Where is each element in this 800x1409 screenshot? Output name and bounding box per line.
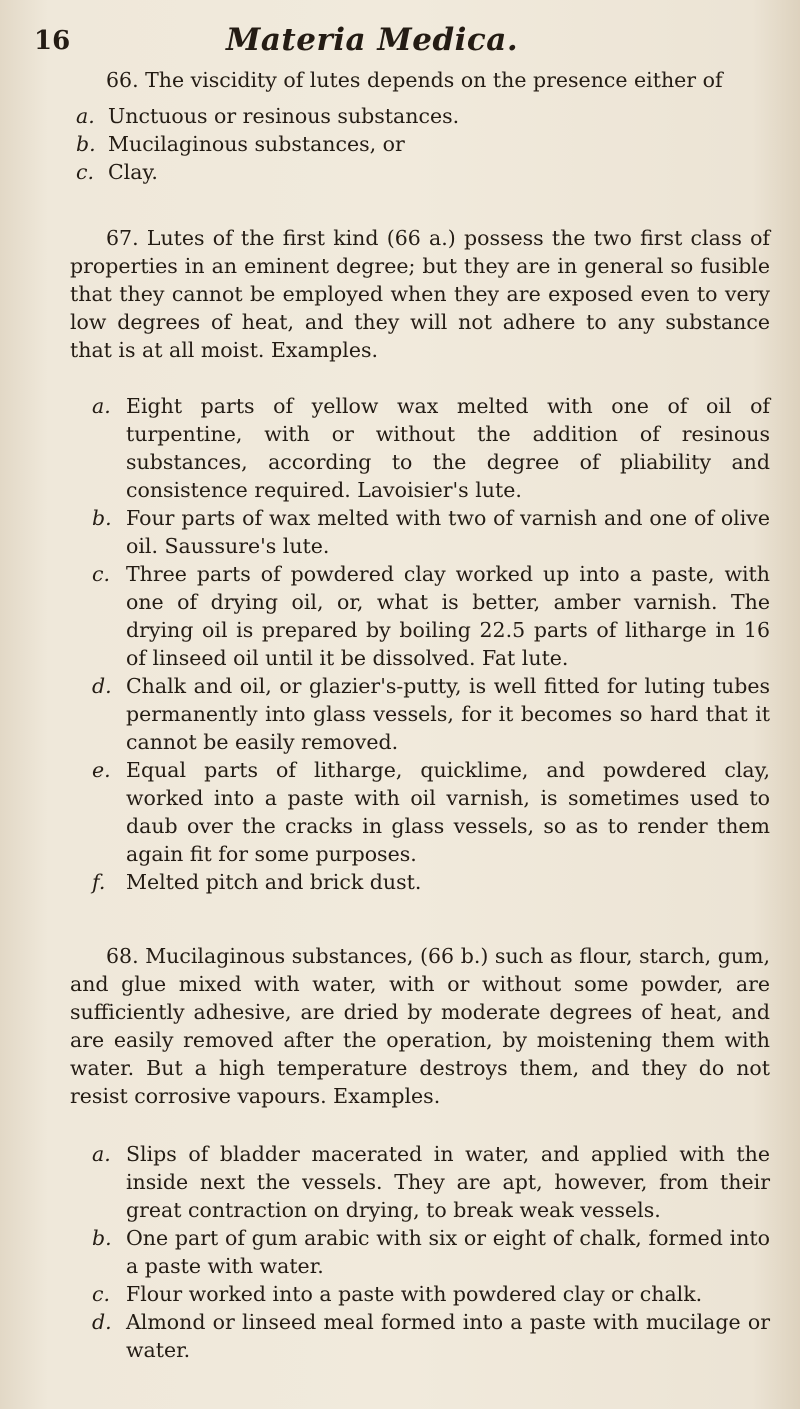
paragraph-66: 66. The viscidity of lutes depends on the presence either of — [106, 68, 723, 92]
running-head — [34, 22, 770, 58]
item-letter: e. — [92, 758, 111, 782]
list-66 — [70, 102, 770, 186]
item-letter: a. — [92, 1142, 111, 1166]
item-text: Three parts of powdered clay worked up into a paste, with one of drying oil, or, what is better, amber varnish. The drying oil is prepared by boiling 22.5 parts of litharge in 16 of linseed oil until it be dissolved. Fat lute. — [126, 562, 770, 670]
item-letter: b. — [92, 506, 112, 530]
item-text: Melted pitch and brick dust. — [126, 870, 422, 894]
list-item — [70, 1308, 770, 1364]
page-body — [70, 66, 770, 1364]
list-item — [70, 672, 770, 756]
list-item — [70, 1224, 770, 1280]
item-letter: b. — [76, 132, 96, 156]
item-text: Almond or linseed meal formed into a paste with mucilage or water. — [126, 1310, 770, 1362]
list-item — [70, 756, 770, 868]
item-text: Equal parts of litharge, quicklime, and powdered clay, worked into a paste with oil varnish, is sometimes used to daub over the cracks in glass vessels, so as to render them again fit for some purposes. — [126, 758, 770, 866]
item-text: Mucilaginous substances, or — [108, 132, 405, 156]
item-text: Unctuous or resinous substances. — [108, 104, 460, 128]
list-item — [70, 868, 770, 896]
list-68 — [70, 1140, 770, 1364]
item-text: Clay. — [108, 160, 158, 184]
item-text: Slips of bladder macerated in water, and applied with the inside next the vessels. They are apt, however, from their great contraction on drying, to break weak vessels. — [126, 1142, 770, 1222]
list-item — [70, 504, 770, 560]
item-letter: a. — [92, 394, 111, 418]
list-67 — [70, 392, 770, 896]
paragraph-68: 68. Mucilaginous substances, (66 b.) such as flour, starch, gum, and glue mixed with water, with or without some powder, are sufficiently adhesive, are dried by moderate degrees of heat, and are easily removed after the operation, by moistening them with water. But a high temperature destroys them, and they do not resist corrosive vapours. Examples. — [70, 944, 770, 1108]
item-letter: d. — [92, 674, 112, 698]
list-item — [70, 102, 770, 130]
item-text: Flour worked into a paste with powdered clay or chalk. — [126, 1282, 703, 1306]
item-letter: c. — [92, 1282, 110, 1306]
item-letter: f. — [92, 870, 106, 894]
item-letter: b. — [92, 1226, 112, 1250]
item-text: Four parts of wax melted with two of varnish and one of olive oil. Saussure's lute. — [126, 506, 770, 558]
list-item — [70, 158, 770, 186]
list-item — [70, 130, 770, 158]
item-text: One part of gum arabic with six or eight of chalk, formed into a paste with water. — [126, 1226, 770, 1278]
list-item — [70, 392, 770, 504]
item-text: Chalk and oil, or glazier's-putty, is well fitted for luting tubes permanently into glass vessels, for it becomes so hard that it cannot be easily removed. — [126, 674, 770, 754]
paragraph-67: 67. Lutes of the first kind (66 a.) possess the two first class of properties in an eminent degree; but they are in general so fusible that they cannot be employed when they are exposed even to very low degrees of heat, and they will not adhere to any substance that is at all moist. Examples. — [70, 226, 770, 362]
item-letter: c. — [92, 562, 110, 586]
list-item — [70, 560, 770, 672]
page-number: 16 — [34, 26, 71, 56]
item-letter: d. — [92, 1310, 112, 1334]
running-title: Materia Medica. — [226, 22, 519, 58]
list-item — [70, 1280, 770, 1308]
item-text: Eight parts of yellow wax melted with one of oil of turpentine, with or without the addition of resinous substances, according to the degree of pliability and consistence required. Lavoisier's lute. — [126, 394, 770, 502]
item-letter: c. — [76, 160, 94, 184]
list-item — [70, 1140, 770, 1224]
item-letter: a. — [76, 104, 95, 128]
